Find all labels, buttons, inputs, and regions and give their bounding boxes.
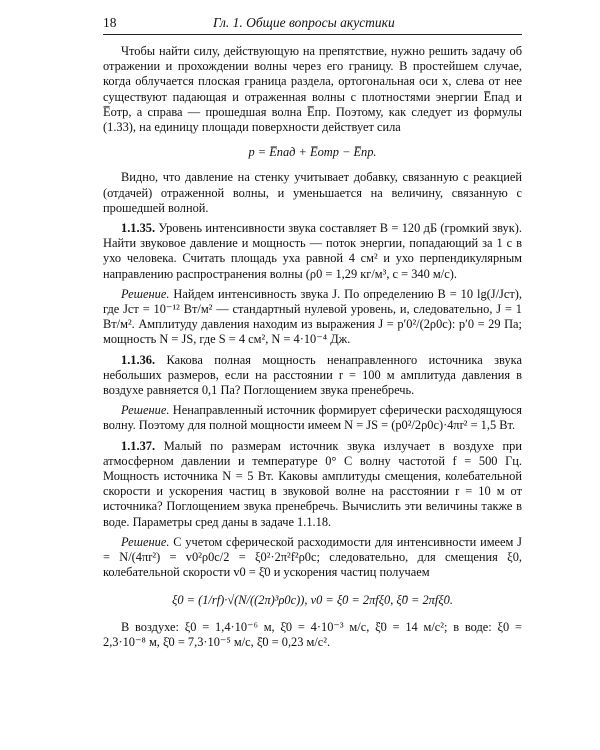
solution-label: Решение. <box>121 403 170 418</box>
displacement-formula: ξ0 = (1/rf)·√(N/((2π)³ρ0c)), v0 = ξ̇0 = 2πfξ0, ξ̈0 = 2πfξ̇0. <box>172 592 453 607</box>
problem-1-1-37 <box>103 439 522 530</box>
problem-text: Уровень интенсивности звука составляет B = 120 дБ (громкий звук). Найти звуковое давление и мощность — поток энергии, попадающий за 1 с в ухо человека. Считать площадь уха равной 4 см² и ухо перпендикулярным направлению распространения волны (ρ0 = 1,29 кг/м³, c = 340 м/с). <box>103 221 522 281</box>
solution-1-1-37 <box>103 535 522 581</box>
results-paragraph: В воздухе: ξ0 = 1,4·10⁻⁶ м, ξ̇0 = 4·10⁻³ м/с, ξ̈0 = 14 м/с²; в воде: ξ0 = 2,3·10⁻⁸ м, ξ̇0 = 7,3·10⁻⁵ м/с, ξ̈0 = 0,23 м/с². <box>103 619 522 649</box>
intro-paragraph: Чтобы найти силу, действующую на препятствие, нужно решить задачу об отражении и прохождении волны через его границу. В простейшем случае, когда облучается плоская граница раздела, ортогональная оси x, слева от нее существуют падающая и отраженная волны с плотностями энергии E̅пад и E̅отр, а справа — прошедшая волна E̅пр. Поэтому, как следует из формулы (1.33), на единицу площади поверхности действует сила <box>103 44 522 135</box>
solution-label: Решение. <box>121 286 170 301</box>
conclusion-paragraph: Видно, что давление на стенку учитывает добавку, связанную с реакцией (отдачей) отраженной волны, и уменьшается на величину, связанную с прошедшей волной. <box>103 170 522 215</box>
page-body <box>103 44 522 650</box>
problem-number: 1.1.35. <box>121 221 156 236</box>
page-number: 18 <box>103 15 117 30</box>
problem-1-1-35 <box>103 221 522 282</box>
chapter-title: Гл. 1. Общие вопросы акустики <box>213 15 395 30</box>
problem-text: Малый по размерам источник звука излучает в воздухе при атмосферном давлении и температуре 0° C волну частотой f = 500 Гц. Мощность источника N = 5 Вт. Каковы амплитуды смещения, колебательной скорости и ускорения частиц в звуковой волне на расстоянии r = 10 м от источника? Поглощением звука пренебречь. Вычислить эти величины также в воде. Параметры сред даны в задаче 1.1.18. <box>103 438 522 529</box>
running-header <box>103 14 522 35</box>
solution-1-1-36 <box>103 403 522 433</box>
solution-label: Решение. <box>121 534 170 549</box>
solution-text: С учетом сферической расходимости для интенсивности имеем J = N/(4πr²) = v0²ρ0c/2 = ξ0²·2π²f²ρ0c; следовательно, для смещения ξ0, колебательной скорости v0 = ξ̇0 и ускорения частиц получаем <box>103 534 522 580</box>
solution-text: Ненаправленный источник формирует сферически расходящуюся волну. Поэтому для полной мощности имеем N = JS = (p0²/2ρ0c)·4πr² = 1,5 Вт. <box>103 403 522 433</box>
problem-number: 1.1.37. <box>121 438 156 453</box>
problem-number: 1.1.36. <box>121 352 156 367</box>
pressure-formula: p = E̅пад + E̅отр − E̅пр. <box>248 145 377 160</box>
solution-text: Найдем интенсивность звука J. По определению B = 10 lg(J/Jст), где Jст = 10⁻¹² Вт/м² — стандартный нулевой уровень, и, следовательно, J = 1 Вт/м². Амплитуду давления находим из выражения J = p′0²/(2ρ0c): p′0 = 29 Па; мощность N = JS, где S = 4 см², N = 4·10⁻⁴ Дж. <box>103 286 522 347</box>
problem-1-1-36 <box>103 353 522 399</box>
problem-text: Какова полная мощность ненаправленного источника звука небольших размеров, если на расстоянии r = 100 м амплитуда давления в воздухе равняется 0,1 Па? Поглощением звука пренебречь. <box>103 352 522 398</box>
solution-1-1-35 <box>103 287 522 348</box>
